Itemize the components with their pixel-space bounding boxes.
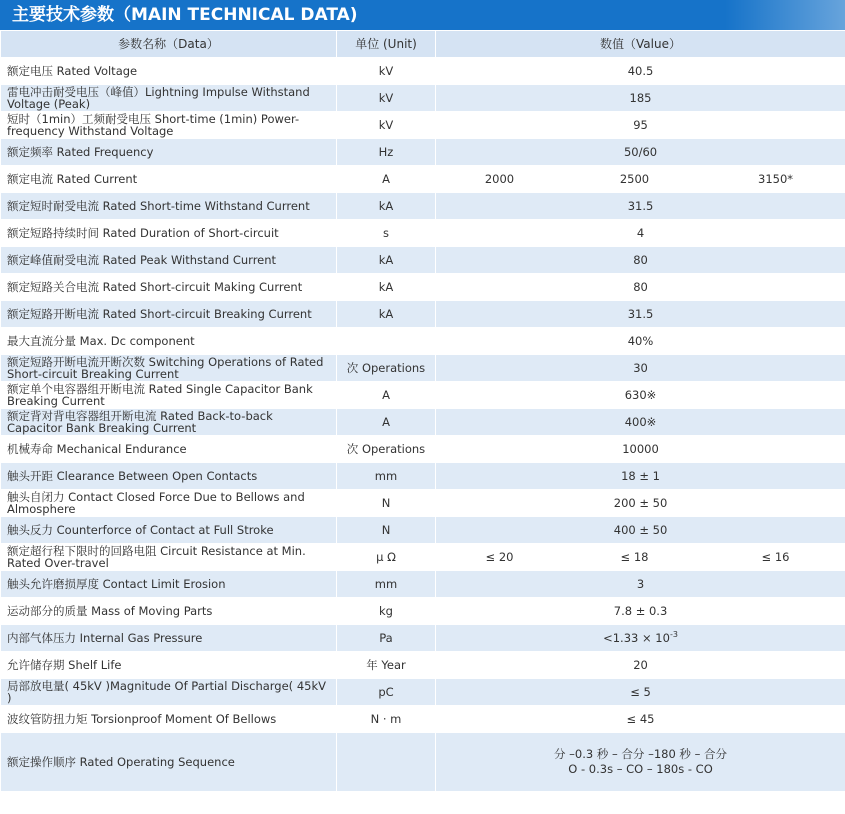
value-text: 30 bbox=[633, 361, 648, 375]
value-cell: ≤ 18 bbox=[564, 544, 706, 571]
unit-cell: 次 Operations bbox=[337, 355, 436, 382]
table-row bbox=[1, 733, 845, 792]
unit-cell: A bbox=[337, 382, 436, 409]
table-row bbox=[1, 409, 845, 436]
table-row bbox=[1, 436, 845, 463]
unit-cell: 次 Operations bbox=[337, 436, 436, 463]
value-text: ≤ 45 bbox=[626, 712, 655, 726]
param-cell: 内部气体压力 Internal Gas Pressure bbox=[1, 625, 337, 652]
unit-cell: Hz bbox=[337, 139, 436, 166]
table-row bbox=[1, 652, 845, 679]
unit-cell: kA bbox=[337, 193, 436, 220]
table-row bbox=[1, 112, 845, 139]
param-cell: 局部放电量( 45kV )Magnitude Of Partial Discharge( 45kV ) bbox=[1, 679, 337, 706]
value-text: 40% bbox=[627, 334, 654, 348]
param-cell: 额定短路持续时间 Rated Duration of Short-circuit bbox=[1, 220, 337, 247]
unit-cell: mm bbox=[337, 463, 436, 490]
value-cell bbox=[436, 355, 845, 382]
header-param: 参数名称（Data） bbox=[1, 31, 337, 58]
value-text: 400※ bbox=[624, 415, 657, 429]
value-cell bbox=[436, 382, 845, 409]
table-row bbox=[1, 85, 845, 112]
param-cell: 短时（1min）工频耐受电压 Short-time (1min) Power-frequency Withstand Voltage bbox=[1, 112, 337, 139]
unit-cell: kg bbox=[337, 598, 436, 625]
table-row bbox=[1, 328, 845, 355]
value-cell bbox=[436, 517, 845, 544]
param-cell: 额定电压 Rated Voltage bbox=[1, 58, 337, 85]
value-text: 3 bbox=[636, 577, 645, 591]
value-cell bbox=[436, 193, 845, 220]
param-cell: 额定单个电容器组开断电流 Rated Single Capacitor Bank Breaking Current bbox=[1, 382, 337, 409]
table-row bbox=[1, 490, 845, 517]
param-cell: 运动部分的质量 Mass of Moving Parts bbox=[1, 598, 337, 625]
param-cell: 额定短时耐受电流 Rated Short-time Withstand Current bbox=[1, 193, 337, 220]
unit-cell: kV bbox=[337, 112, 436, 139]
value-cell bbox=[436, 463, 845, 490]
value-cell bbox=[436, 247, 845, 274]
value-cell: 2500 bbox=[564, 166, 706, 193]
value-cell: 2000 bbox=[436, 166, 564, 193]
value-cell bbox=[436, 571, 845, 598]
value-cell bbox=[436, 733, 845, 792]
param-cell: 额定短路关合电流 Rated Short-circuit Making Current bbox=[1, 274, 337, 301]
value-text: 185 bbox=[629, 91, 652, 105]
unit-cell: kV bbox=[337, 85, 436, 112]
unit-cell: N bbox=[337, 490, 436, 517]
value-cell bbox=[436, 490, 845, 517]
unit-cell: A bbox=[337, 166, 436, 193]
table-row bbox=[1, 247, 845, 274]
value-cell bbox=[436, 679, 845, 706]
table-row bbox=[1, 571, 845, 598]
param-cell: 机械寿命 Mechanical Endurance bbox=[1, 436, 337, 463]
table-row bbox=[1, 598, 845, 625]
unit-cell: Pa bbox=[337, 625, 436, 652]
value-text: 50/60 bbox=[623, 145, 658, 159]
value-text: 7.8 ± 0.3 bbox=[613, 604, 668, 618]
table-row bbox=[1, 679, 845, 706]
value-cell bbox=[436, 220, 845, 247]
value-cell: 3150* bbox=[706, 166, 845, 193]
table-row bbox=[1, 274, 845, 301]
value-cell bbox=[436, 436, 845, 463]
unit-cell: N · m bbox=[337, 706, 436, 733]
value-cell bbox=[436, 328, 845, 355]
value-text: <1.33 × 10 bbox=[603, 631, 670, 645]
param-cell: 波纹管防扭力矩 Torsionproof Moment Of Bellows bbox=[1, 706, 337, 733]
unit-cell: A bbox=[337, 409, 436, 436]
value-text: 80 bbox=[633, 253, 648, 267]
unit-cell: pC bbox=[337, 679, 436, 706]
value-cell bbox=[436, 85, 845, 112]
header-unit: 单位 (Unit) bbox=[337, 31, 436, 58]
unit-cell: kA bbox=[337, 247, 436, 274]
table-row bbox=[1, 166, 845, 193]
param-cell: 额定超行程下限时的回路电阻 Circuit Resistance at Min. Rated Over-travel bbox=[1, 544, 337, 571]
value-text: 400 ± 50 bbox=[613, 523, 668, 537]
table-row bbox=[1, 706, 845, 733]
unit-cell: mm bbox=[337, 571, 436, 598]
param-cell: 额定短路开断电流开断次数 Switching Operations of Rated Short-circuit Breaking Current bbox=[1, 355, 337, 382]
table-row bbox=[1, 193, 845, 220]
value-text: 630※ bbox=[624, 388, 657, 402]
param-cell: 额定操作顺序 Rated Operating Sequence bbox=[1, 733, 337, 792]
value-text: ≤ 5 bbox=[630, 685, 651, 699]
value-cell bbox=[436, 58, 845, 85]
value-cell: ≤ 20 bbox=[436, 544, 564, 571]
value-text: 10000 bbox=[622, 442, 659, 456]
value-cell bbox=[436, 598, 845, 625]
value-cell bbox=[436, 652, 845, 679]
param-cell: 触头开距 Clearance Between Open Contacts bbox=[1, 463, 337, 490]
table-row bbox=[1, 220, 845, 247]
value-cell bbox=[436, 409, 845, 436]
value-text: 18 ± 1 bbox=[621, 469, 660, 483]
table-row bbox=[1, 625, 845, 652]
table-row bbox=[1, 517, 845, 544]
value-cell bbox=[436, 139, 845, 166]
unit-cell: s bbox=[337, 220, 436, 247]
value-text: 95 bbox=[633, 118, 648, 132]
table-row bbox=[1, 544, 845, 571]
technical-data-table bbox=[0, 30, 845, 792]
value-text: 80 bbox=[633, 280, 648, 294]
header-value: 数值（Value） bbox=[436, 31, 845, 58]
param-cell: 额定频率 Rated Frequency bbox=[1, 139, 337, 166]
value-cell bbox=[436, 274, 845, 301]
table-row bbox=[1, 355, 845, 382]
unit-cell: kV bbox=[337, 58, 436, 85]
value-cell bbox=[436, 112, 845, 139]
table-row bbox=[1, 301, 845, 328]
value-text: 4 bbox=[636, 226, 645, 240]
table-row bbox=[1, 382, 845, 409]
sequence-line: 分 –0.3 秒 – 合分 –180 秒 – 合分 bbox=[554, 747, 727, 761]
unit-cell bbox=[337, 328, 436, 355]
param-cell: 额定峰值耐受电流 Rated Peak Withstand Current bbox=[1, 247, 337, 274]
param-cell: 雷电冲击耐受电压（峰值）Lightning Impulse Withstand Voltage (Peak) bbox=[1, 85, 337, 112]
param-cell: 额定电流 Rated Current bbox=[1, 166, 337, 193]
unit-cell: kA bbox=[337, 274, 436, 301]
value-text: 40.5 bbox=[627, 64, 654, 78]
param-cell: 额定背对背电容器组开断电流 Rated Back-to-back Capacitor Bank Breaking Current bbox=[1, 409, 337, 436]
value-text: 31.5 bbox=[627, 307, 654, 321]
value-cell: ≤ 16 bbox=[706, 544, 845, 571]
param-cell: 最大直流分量 Max. Dc component bbox=[1, 328, 337, 355]
param-cell: 触头自闭力 Contact Closed Force Due to Bellows and Almosphere bbox=[1, 490, 337, 517]
value-cell bbox=[436, 301, 845, 328]
table-row bbox=[1, 139, 845, 166]
value-text: 200 ± 50 bbox=[613, 496, 668, 510]
param-cell: 额定短路开断电流 Rated Short-circuit Breaking Current bbox=[1, 301, 337, 328]
value-text: 20 bbox=[633, 658, 648, 672]
value-text: 31.5 bbox=[627, 199, 654, 213]
unit-cell: kA bbox=[337, 301, 436, 328]
page-title: 主要技术参数（MAIN TECHNICAL DATA) bbox=[0, 0, 845, 30]
table-header-row bbox=[1, 31, 845, 58]
table-row bbox=[1, 463, 845, 490]
value-exponent: -3 bbox=[669, 630, 678, 640]
param-cell: 触头反力 Counterforce of Contact at Full Stroke bbox=[1, 517, 337, 544]
sequence-line: O - 0.3s – CO – 180s - CO bbox=[568, 762, 713, 776]
unit-cell: μ Ω bbox=[337, 544, 436, 571]
unit-cell: N bbox=[337, 517, 436, 544]
param-cell: 允许储存期 Shelf Life bbox=[1, 652, 337, 679]
unit-cell bbox=[337, 733, 436, 792]
value-cell bbox=[436, 625, 845, 652]
unit-cell: 年 Year bbox=[337, 652, 436, 679]
table-row bbox=[1, 58, 845, 85]
param-cell: 触头允许磨损厚度 Contact Limit Erosion bbox=[1, 571, 337, 598]
value-cell bbox=[436, 706, 845, 733]
